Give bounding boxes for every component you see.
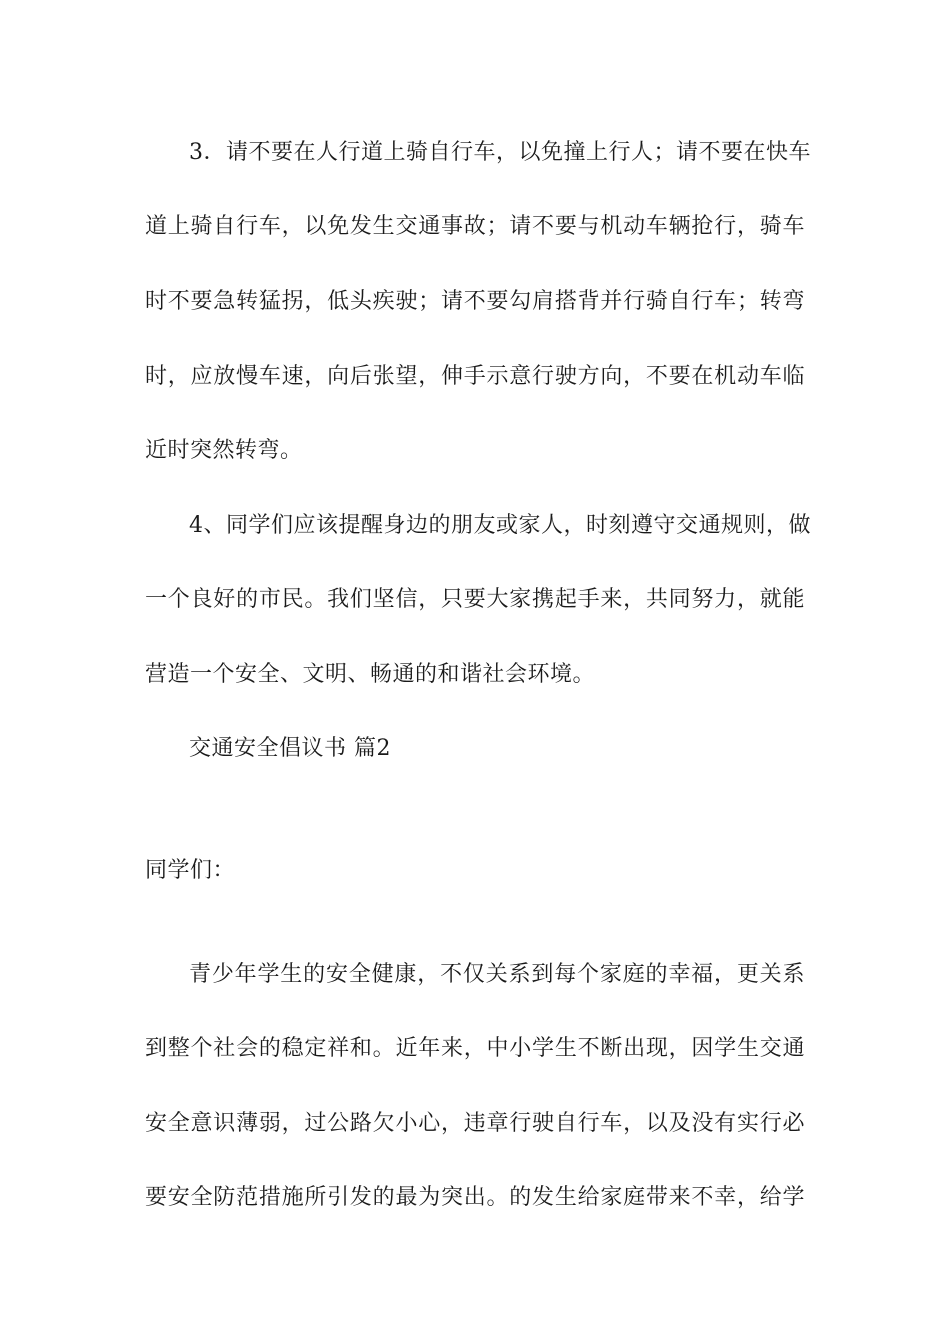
paragraph-3-line-1: 3．请不要在人行道上骑自行车，以免撞上行人；请不要在快车 [189,140,811,165]
paragraph-3-line-4: 时，应放慢车速，向后张望，伸手示意行驶方向，不要在机动车临 [145,364,805,389]
paragraph-4-line-2: 一个良好的市民。我们坚信，只要大家携起手来，共同努力，就能 [145,587,805,612]
salutation: 同学们： [145,858,236,883]
paragraph-3-line-2: 道上骑自行车，以免发生交通事故；请不要与机动车辆抢行，骑车 [145,214,805,239]
paragraph-3-line-5: 近时突然转弯。 [145,438,303,463]
paragraph-3-line-3: 时不要急转猛拐，低头疾驶；请不要勾肩搭背并行骑自行车；转弯 [145,289,805,314]
intro-paragraph-line-2: 到整个社会的稳定祥和。近年来，中小学生不断出现，因学生交通 [145,1036,805,1061]
paragraph-4-line-1: 4、同学们应该提醒身边的朋友或家人，时刻遵守交通规则，做 [189,513,811,538]
intro-paragraph-line-4: 要安全防范措施所引发的最为突出。的发生给家庭带来不幸，给学 [145,1185,805,1210]
paragraph-4-line-3: 营造一个安全、文明、畅通的和谐社会环境。 [145,662,596,687]
intro-paragraph-line-1: 青少年学生的安全健康，不仅关系到每个家庭的幸福，更关系 [189,962,805,987]
intro-paragraph-line-3: 安全意识薄弱，过公路欠小心，违章行驶自行车，以及没有实行必 [145,1111,805,1136]
section-heading: 交通安全倡议书 篇2 [189,736,391,761]
